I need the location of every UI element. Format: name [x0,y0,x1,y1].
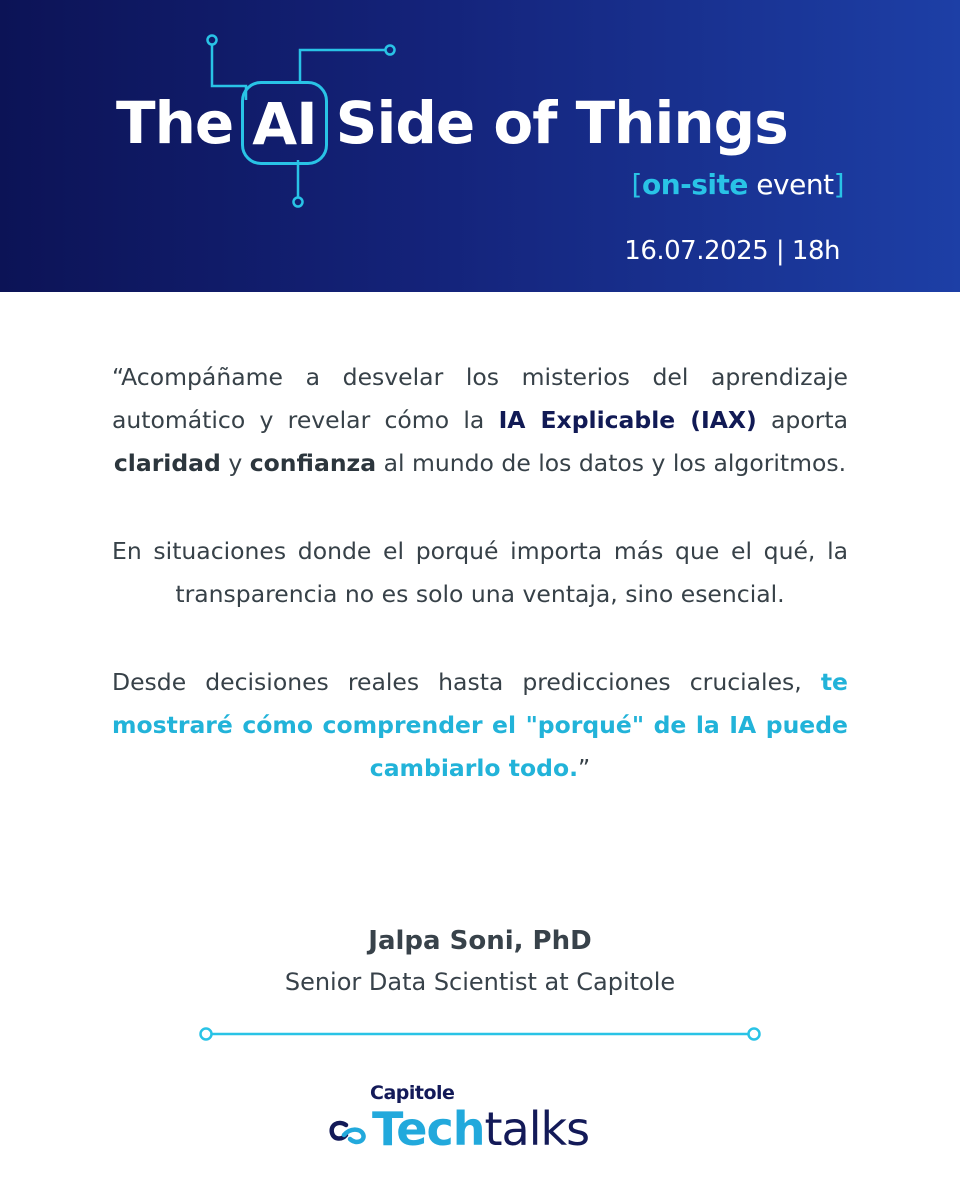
title-side-of-things: Side of Things [335,89,788,157]
link-chain-icon [326,1116,370,1146]
quote-paragraph-3 [112,661,848,790]
logo-wordmark [372,1102,589,1156]
tag-event: event [747,168,834,201]
quote-p1-text-b: aporta [756,406,848,434]
tag-close-bracket: ] [833,168,844,201]
speaker-name: Jalpa Soni, PhD [368,926,592,956]
quote-p3-text-a: Desde decisiones reales hasta predicciones cruciales, [112,668,821,696]
title-the: The [116,89,234,157]
header-banner [0,0,960,292]
tag-onsite: on-site [641,168,748,201]
quote-p1-confianza: confianza [249,449,377,477]
quote-block [112,356,848,835]
divider-line [196,1022,764,1046]
quote-p3-highlight: te mostraré cómo comprender el "porqué" de la IA puede cambiarlo todo. [112,668,848,782]
quote-paragraph-1 [112,356,848,485]
capitole-techtalks-logo [326,1076,646,1166]
quote-p3-close-mark: ” [578,754,591,782]
event-title [116,80,788,166]
logo-tech: Tech [372,1102,485,1156]
tag-open-bracket: [ [631,168,642,201]
logo-brand: Capitole [370,1082,455,1104]
title-ai-chip: AI [241,81,327,165]
quote-p1-claridad: claridad [113,449,221,477]
quote-p1-text-c: y [220,449,250,477]
quote-paragraph-2: En situaciones donde el porqué importa más que el qué, la transparencia no es solo una ventaja, sino esencial. [112,537,848,608]
quote-p1-iax: IA Explicable (IAX) [498,406,757,434]
speaker-role: Senior Data Scientist at Capitole [284,968,676,996]
logo-talks: talks [484,1102,590,1156]
quote-p1-text-a: “Acompáñame a desvelar los misterios del aprendizaje automático y revelar cómo la [112,363,848,434]
quote-p1-text-d: al mundo de los datos y los algoritmos. [376,449,847,477]
event-date: 16.07.2025 | 18h [624,236,840,266]
event-type-tag [632,168,844,201]
